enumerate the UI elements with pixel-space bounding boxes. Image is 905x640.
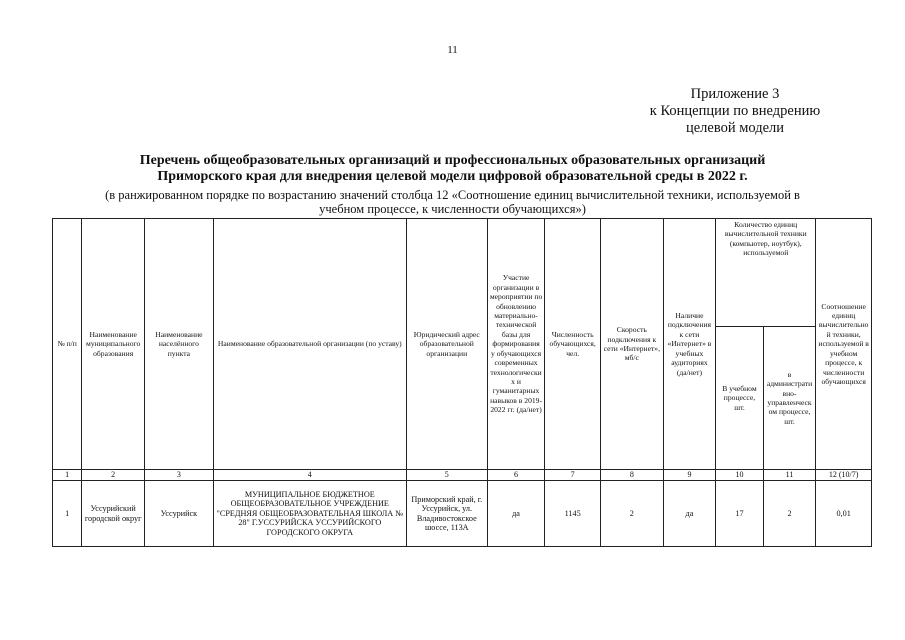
column-number: 6 xyxy=(487,470,545,481)
header-participation: Участие организации в мероприятии по обновлению материально-технической базы для формирования у обучающихся современных технологических и гуманитарных навыков в 2019-2022 гг. (да/нет) xyxy=(487,219,545,470)
column-number: 1 xyxy=(53,470,82,481)
document-title xyxy=(40,153,865,185)
header-speed: Скорость подключения к сети «Интернет», мб/с xyxy=(600,219,663,470)
table-header-row xyxy=(53,219,872,327)
cell-speed: 2 xyxy=(600,481,663,547)
title-line: Перечень общеобразовательных организаций и профессиональных образовательных организаций xyxy=(139,153,766,168)
column-number: 2 xyxy=(82,470,145,481)
column-number: 11 xyxy=(763,470,816,481)
document-subtitle xyxy=(60,188,845,216)
subtitle-line: (в ранжированном порядке по возрастанию значений столбца 12 «Соотношение единиц вычислительной техники, используемой в xyxy=(105,188,800,202)
table-row xyxy=(53,481,872,547)
header-num: № п/п xyxy=(53,219,82,470)
column-number-row xyxy=(53,470,872,481)
cell-settlement: Уссурийск xyxy=(145,481,214,547)
cell-computers-admin: 2 xyxy=(763,481,816,547)
column-number: 5 xyxy=(406,470,487,481)
header-internet-classes: Наличие подключения к сети «Интернет» в учебных аудиториях (да/нет) xyxy=(663,219,716,470)
cell-municipality: Уссурийский городской округ xyxy=(82,481,145,547)
appendix-note xyxy=(600,86,870,137)
header-legal-address: Юридический адрес образовательной организации xyxy=(406,219,487,470)
subtitle-line: учебном процессе, к численности обучающихся») xyxy=(319,202,586,216)
header-computers-admin: в административно-управленческом процессе, шт. xyxy=(763,327,816,470)
appendix-line: Приложение 3 xyxy=(690,86,780,102)
column-number: 12 (10/7) xyxy=(816,470,872,481)
header-municipality: Наименование муниципального образования xyxy=(82,219,145,470)
header-settlement: Наименование населённого пункта xyxy=(145,219,214,470)
cell-students: 1145 xyxy=(545,481,601,547)
cell-computers-study: 17 xyxy=(716,481,764,547)
header-students: Численность обучающихся, чел. xyxy=(545,219,601,470)
cell-internet-classes: да xyxy=(663,481,716,547)
cell-ratio: 0,01 xyxy=(816,481,872,547)
title-line: Приморского края для внедрения целевой модели цифровой образовательной среды в 2022 г. xyxy=(157,169,748,184)
column-number: 10 xyxy=(716,470,764,481)
organizations-table xyxy=(52,218,872,547)
cell-num: 1 xyxy=(53,481,82,547)
column-number: 3 xyxy=(145,470,214,481)
page-number: 11 xyxy=(447,44,458,56)
header-ratio: Соотношение единиц вычислительной техники, используемой в учебном процессе, к численности обучающихся xyxy=(816,219,872,470)
cell-address: Приморский край, г. Уссурийск, ул. Владивостокское шоссе, 113А xyxy=(406,481,487,547)
header-org-name: Наименование образовательной организации (по уставу) xyxy=(213,219,406,470)
cell-participation: да xyxy=(487,481,545,547)
column-number: 7 xyxy=(545,470,601,481)
column-number: 9 xyxy=(663,470,716,481)
column-number: 8 xyxy=(600,470,663,481)
appendix-line: к Концепции по внедрению xyxy=(649,103,821,119)
cell-org-name: МУНИЦИПАЛЬНОЕ БЮДЖЕТНОЕ ОБЩЕОБРАЗОВАТЕЛЬНОЕ УЧРЕЖДЕНИЕ "СРЕДНЯЯ ОБЩЕОБРАЗОВАТЕЛЬНАЯ ШКОЛА № 28" Г.УССУРИЙСКА УССУРИЙСКОГО ГОРОДСКОГО ОКРУГА xyxy=(213,481,406,547)
header-computers-study: В учебном процессе, шт. xyxy=(716,327,764,470)
column-number: 4 xyxy=(213,470,406,481)
header-computers-group: Количество единиц вычислительной техники (компьютер, ноутбук), используемой xyxy=(716,219,816,327)
appendix-line: целевой модели xyxy=(685,120,785,136)
